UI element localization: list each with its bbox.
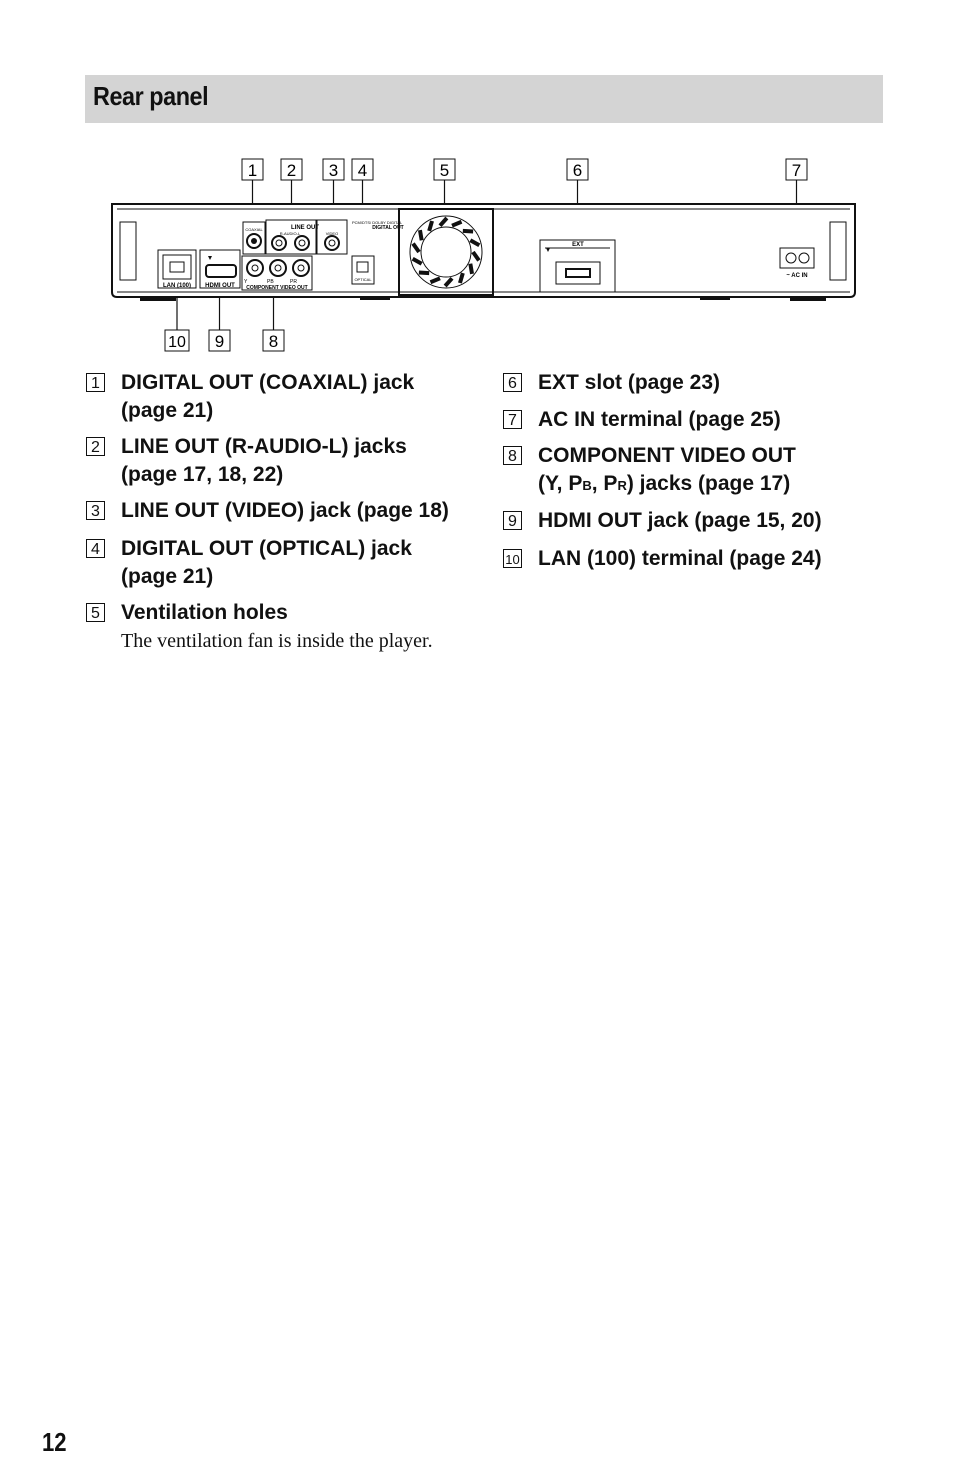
line2-pre: (Y, P	[538, 472, 583, 495]
video-label: VIDEO	[325, 231, 339, 236]
callout-5-label: 5	[439, 161, 450, 180]
item-text	[538, 507, 822, 535]
item-line1: Ventilation holes	[121, 601, 288, 624]
item-text	[121, 599, 433, 655]
vent-slot	[460, 273, 463, 283]
item-text	[121, 369, 414, 425]
section-header	[85, 75, 883, 123]
callout-9	[209, 330, 230, 351]
optical-label: OPTICAL	[354, 277, 372, 282]
item-line1: LINE OUT (VIDEO) jack (page 18)	[121, 499, 449, 522]
callout-6-label: 6	[572, 161, 583, 180]
callout-2	[281, 159, 302, 180]
item-text	[538, 545, 822, 573]
item-line1: DIGITAL OUT (OPTICAL) jack	[121, 537, 412, 560]
coaxial-label: COAXIAL	[245, 227, 263, 232]
audio-label: R-AUDIO-L	[279, 231, 301, 236]
callout-8	[263, 330, 284, 351]
vent-slot	[470, 264, 472, 274]
lan-label: LAN (100)	[162, 283, 192, 289]
item-line1: AC IN terminal (page 25)	[538, 408, 781, 431]
item-number-badge: 7	[503, 410, 522, 429]
line2-mid: , P	[591, 472, 618, 495]
sub-b: B	[582, 478, 592, 493]
callout-1	[242, 159, 263, 180]
item-text	[538, 369, 720, 397]
callout-4	[352, 159, 373, 180]
item-number-badge: 9	[503, 511, 522, 530]
sub-r: R	[617, 478, 627, 493]
component-label: COMPONENT VIDEO OUT	[246, 285, 308, 291]
item-number-badge: 5	[86, 603, 105, 622]
item-text	[121, 433, 407, 489]
callout-4-label: 4	[357, 161, 368, 180]
callout-10	[165, 330, 189, 351]
section-title: Rear panel	[93, 81, 209, 111]
vent-slot	[429, 221, 432, 231]
item-text	[121, 535, 412, 591]
item-number-badge: 10	[503, 549, 522, 568]
item-line2	[538, 470, 796, 500]
callout-10-label: 10	[168, 334, 186, 351]
item-line1: COMPONENT VIDEO OUT	[538, 444, 796, 467]
digital-out-label: DIGITAL OUT	[372, 225, 404, 231]
item-text	[121, 497, 449, 525]
line-out-label: LINE OUT	[291, 225, 319, 231]
callout-9-label: 9	[214, 332, 225, 351]
callout-7	[786, 159, 807, 180]
item-number-badge: 3	[86, 501, 105, 520]
item-line1: EXT slot (page 23)	[538, 371, 721, 394]
item-text	[538, 442, 796, 500]
item-line2: (page 21)	[121, 399, 214, 422]
line2-post: ) jacks (page 17)	[626, 472, 791, 495]
vent-slot	[420, 230, 422, 240]
ac-in-label: ~ AC IN	[786, 273, 808, 279]
item-line2: (page 17, 18, 22)	[121, 463, 284, 486]
item-number-badge: 8	[503, 446, 522, 465]
item-text	[538, 406, 781, 434]
callout-6	[567, 159, 588, 180]
item-line1: HDMI OUT jack (page 15, 20)	[538, 509, 822, 532]
y-label: Y	[244, 279, 248, 285]
pb-label: PB	[267, 279, 274, 285]
item-number-badge: 1	[86, 373, 105, 392]
item-line1: LINE OUT (R-AUDIO-L) jacks	[121, 435, 407, 458]
vent-slot	[463, 231, 473, 232]
pr-label: PR	[290, 279, 297, 285]
vent-slot	[419, 273, 429, 274]
hdmi-label: HDMI OUT	[205, 283, 235, 289]
callout-3	[323, 159, 344, 180]
item-number-badge: 4	[86, 539, 105, 558]
callout-3-label: 3	[328, 161, 339, 180]
callout-2-label: 2	[286, 161, 297, 180]
item-line1: LAN (100) terminal (page 24)	[538, 547, 822, 570]
item-line2: (page 21)	[121, 565, 214, 588]
callout-8-label: 8	[268, 332, 279, 351]
pcm-label: PCM/DTS/ DOLBY DIGITAL	[352, 220, 403, 225]
callout-7-label: 7	[791, 161, 802, 180]
item-line1: DIGITAL OUT (COAXIAL) jack	[121, 371, 415, 394]
rear-panel-diagram	[0, 140, 954, 360]
page-number: 12	[42, 1427, 67, 1457]
ext-label: EXT	[572, 242, 584, 248]
callout-5	[434, 159, 455, 180]
item-number-badge: 6	[503, 373, 522, 392]
item-description: The ventilation fan is inside the player.	[121, 630, 433, 652]
callout-1-label: 1	[247, 161, 258, 180]
item-number-badge: 2	[86, 437, 105, 456]
